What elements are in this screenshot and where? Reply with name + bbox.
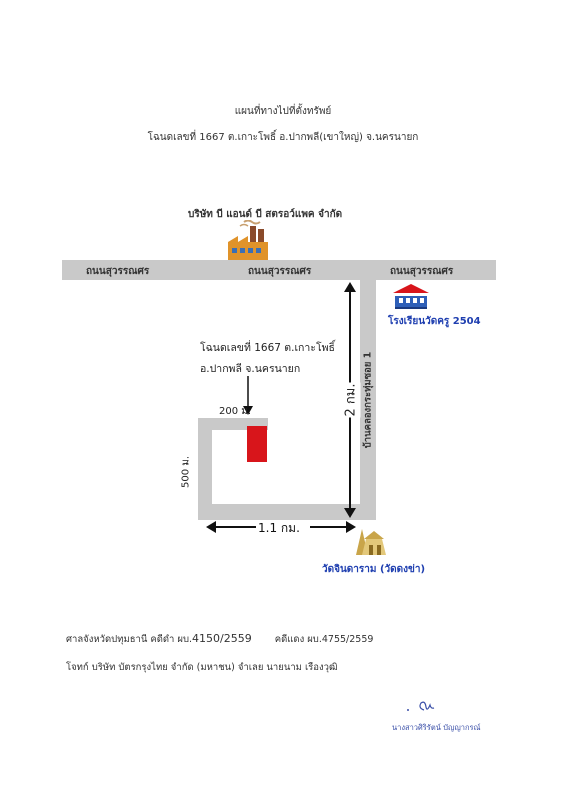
case-parties: โจทก์ บริษัท บัตรกรุงไทย จำกัด (มหาชน) จำเลย นายนาม เรืองวุฒิ — [66, 662, 338, 673]
temple-label: วัดจินดาราม (วัดดงข่า) — [322, 564, 426, 575]
plot-left-road — [198, 418, 212, 520]
deed-label-line1: โฉนดเลขที่ 1667 ต.เกาะโพธิ์ — [200, 342, 335, 354]
road-label-east: ถนนสุวรรณศร — [390, 266, 454, 277]
court-case-black-label: ศาลจังหวัดปทุมธานี คดีดำ ผบ. — [66, 634, 193, 645]
deed-label-line2: อ.ปากพลี จ.นครนายก — [200, 363, 301, 375]
map-subtitle: โฉนดเลขที่ 1667 ต.เกาะโพธิ์ อ.ปากพลี(เขาใหญ่) จ.นครนายก — [147, 132, 419, 143]
road-label-center: ถนนสุวรรณศร — [248, 266, 312, 277]
distance-200m-label: 200 ม. — [219, 406, 252, 417]
distance-1-1km-label: 1.1 กม. — [258, 521, 300, 535]
school-icon — [391, 283, 431, 309]
map-title: แผนที่ทางไปที่ตั้งทรัพย์ — [234, 106, 332, 117]
temple-icon — [352, 527, 388, 557]
court-case-line — [66, 632, 373, 647]
court-case-black-number: 4150/2559 — [192, 632, 252, 645]
school-label: โรงเรียนวัดครู 2504 — [388, 316, 481, 327]
court-case-red: คดีแดง ผบ.4755/2559 — [274, 634, 374, 645]
road-label-west: ถนนสุวรรณศร — [86, 266, 150, 277]
distance-500m-label: 500 ม. — [180, 455, 192, 489]
factory-icon — [224, 220, 272, 260]
signature-mark — [404, 698, 444, 718]
distance-2km-label: 2 กม. — [340, 383, 361, 418]
factory-label: บริษัท บี แอนด์ บี สตรอว์แพค จำกัด — [188, 209, 343, 220]
land-plot — [247, 426, 267, 462]
signature-name: นางสาวศิริรัตน์ บัญญากรณ์ — [392, 723, 481, 732]
side-road-label: บ้านคลองกระทุ่มซอย 1 — [362, 351, 374, 449]
